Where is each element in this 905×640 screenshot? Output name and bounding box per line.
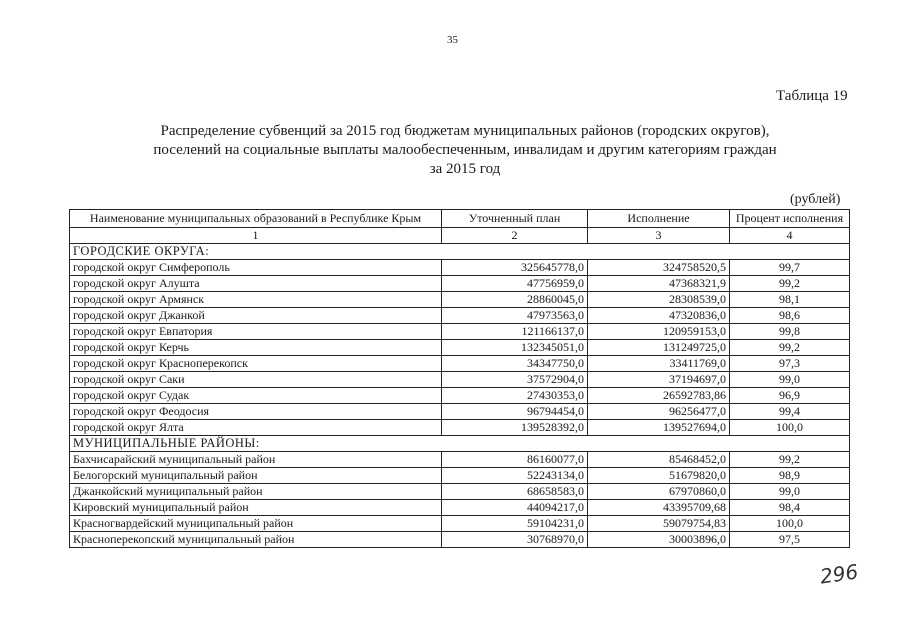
cell-name: Джанкойский муниципальный район xyxy=(70,484,442,500)
table-row xyxy=(70,500,850,516)
cell-name: городской округ Армянск xyxy=(70,292,442,308)
cell-name: Белогорский муниципальный район xyxy=(70,468,442,484)
cell-pct: 100,0 xyxy=(730,420,850,436)
table-body xyxy=(70,244,850,548)
table-row xyxy=(70,420,850,436)
cell-name: городской округ Саки xyxy=(70,372,442,388)
cell-pct: 98,6 xyxy=(730,308,850,324)
cell-exec: 26592783,86 xyxy=(588,388,730,404)
cell-plan: 47973563,0 xyxy=(442,308,588,324)
cell-plan: 47756959,0 xyxy=(442,276,588,292)
cell-exec: 30003896,0 xyxy=(588,532,730,548)
cell-plan: 132345051,0 xyxy=(442,340,588,356)
table-row xyxy=(70,324,850,340)
cell-pct: 97,3 xyxy=(730,356,850,372)
cell-pct: 99,2 xyxy=(730,276,850,292)
cell-pct: 99,0 xyxy=(730,484,850,500)
section-row xyxy=(70,244,850,260)
subventions-table xyxy=(69,209,850,548)
cell-pct: 99,0 xyxy=(730,372,850,388)
page-number: 35 xyxy=(447,34,458,46)
cell-name: городской округ Симферополь xyxy=(70,260,442,276)
cell-name: городской округ Джанкой xyxy=(70,308,442,324)
table-row xyxy=(70,292,850,308)
cell-plan: 28860045,0 xyxy=(442,292,588,308)
cell-exec: 28308539,0 xyxy=(588,292,730,308)
table-row xyxy=(70,260,850,276)
cell-name: Кировский муниципальный район xyxy=(70,500,442,516)
cell-plan: 44094217,0 xyxy=(442,500,588,516)
cell-exec: 324758520,5 xyxy=(588,260,730,276)
cell-plan: 37572904,0 xyxy=(442,372,588,388)
cell-plan: 96794454,0 xyxy=(442,404,588,420)
cell-name: Красногвардейский муниципальный район xyxy=(70,516,442,532)
cell-plan: 59104231,0 xyxy=(442,516,588,532)
cell-pct: 99,2 xyxy=(730,340,850,356)
cell-pct: 97,5 xyxy=(730,532,850,548)
table-row xyxy=(70,388,850,404)
cell-pct: 98,9 xyxy=(730,468,850,484)
cell-plan: 121166137,0 xyxy=(442,324,588,340)
cell-plan: 68658583,0 xyxy=(442,484,588,500)
cell-exec: 47368321,9 xyxy=(588,276,730,292)
header-pct: Процент исполнения xyxy=(730,210,850,228)
cell-plan: 27430353,0 xyxy=(442,388,588,404)
cell-name: городской округ Керчь xyxy=(70,340,442,356)
cell-exec: 131249725,0 xyxy=(588,340,730,356)
header-number-row xyxy=(70,228,850,244)
table-row xyxy=(70,468,850,484)
cell-name: городской округ Феодосия xyxy=(70,404,442,420)
cell-plan: 52243134,0 xyxy=(442,468,588,484)
units-label: (рублей) xyxy=(790,192,841,207)
cell-exec: 85468452,0 xyxy=(588,452,730,468)
cell-name: городской округ Красноперекопск xyxy=(70,356,442,372)
cell-name: Бахчисарайский муниципальный район xyxy=(70,452,442,468)
cell-plan: 34347750,0 xyxy=(442,356,588,372)
table-row xyxy=(70,452,850,468)
table-row xyxy=(70,372,850,388)
header-number-2: 2 xyxy=(442,228,588,244)
title-line-3: за 2015 год xyxy=(429,161,501,177)
title-line-2: поселений на социальные выплаты малообеспеченным, инвалидам и другим категориям граждан xyxy=(153,142,777,158)
header-plan: Уточненный план xyxy=(442,210,588,228)
section-title: МУНИЦИПАЛЬНЫЕ РАЙОНЫ: xyxy=(70,436,850,452)
cell-name: городской округ Судак xyxy=(70,388,442,404)
cell-exec: 96256477,0 xyxy=(588,404,730,420)
cell-exec: 51679820,0 xyxy=(588,468,730,484)
title-line-1: Распределение субвенций за 2015 год бюджетам муниципальных районов (городских округов), xyxy=(160,123,770,139)
header-exec: Исполнение xyxy=(588,210,730,228)
cell-pct: 99,4 xyxy=(730,404,850,420)
table-row xyxy=(70,308,850,324)
header-row xyxy=(70,210,850,228)
cell-exec: 120959153,0 xyxy=(588,324,730,340)
cell-plan: 86160077,0 xyxy=(442,452,588,468)
cell-pct: 99,7 xyxy=(730,260,850,276)
cell-plan: 30768970,0 xyxy=(442,532,588,548)
cell-exec: 139527694,0 xyxy=(588,420,730,436)
cell-pct: 98,1 xyxy=(730,292,850,308)
cell-name: городской округ Алушта xyxy=(70,276,442,292)
table-row xyxy=(70,404,850,420)
cell-pct: 100,0 xyxy=(730,516,850,532)
table-row xyxy=(70,356,850,372)
cell-exec: 47320836,0 xyxy=(588,308,730,324)
section-title: ГОРОДСКИЕ ОКРУГА: xyxy=(70,244,850,260)
cell-exec: 33411769,0 xyxy=(588,356,730,372)
cell-exec: 67970860,0 xyxy=(588,484,730,500)
cell-name: городской округ Евпатория xyxy=(70,324,442,340)
cell-pct: 96,9 xyxy=(730,388,850,404)
table-row xyxy=(70,516,850,532)
cell-pct: 98,4 xyxy=(730,500,850,516)
header-number-4: 4 xyxy=(730,228,850,244)
cell-name: городской округ Ялта xyxy=(70,420,442,436)
header-number-3: 3 xyxy=(588,228,730,244)
cell-name: Красноперекопский муниципальный район xyxy=(70,532,442,548)
section-row xyxy=(70,436,850,452)
header-name: Наименование муниципальных образований в Республике Крым xyxy=(70,210,442,228)
table-row xyxy=(70,276,850,292)
document-title xyxy=(110,122,820,179)
cell-exec: 43395709,68 xyxy=(588,500,730,516)
cell-pct: 99,2 xyxy=(730,452,850,468)
table-row xyxy=(70,532,850,548)
table-label: Таблица 19 xyxy=(776,88,848,104)
cell-pct: 99,8 xyxy=(730,324,850,340)
header-number-1: 1 xyxy=(70,228,442,244)
cell-exec: 37194697,0 xyxy=(588,372,730,388)
table-row xyxy=(70,484,850,500)
cell-plan: 139528392,0 xyxy=(442,420,588,436)
cell-exec: 59079754,83 xyxy=(588,516,730,532)
cell-plan: 325645778,0 xyxy=(442,260,588,276)
table-row xyxy=(70,340,850,356)
handwritten-page-mark: 296 xyxy=(818,559,860,589)
